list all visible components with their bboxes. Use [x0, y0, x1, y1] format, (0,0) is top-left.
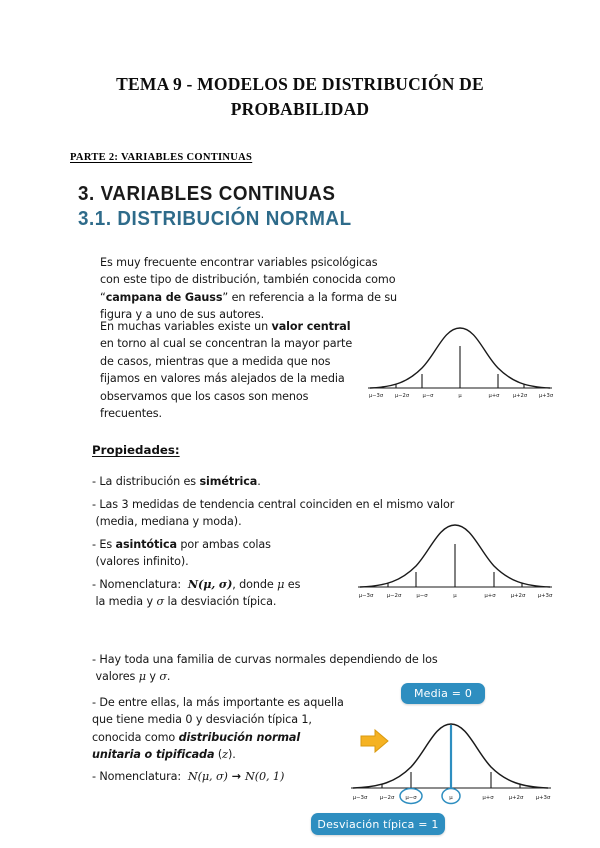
axis-tick-label: μ−3σ — [352, 795, 368, 801]
paragraph-central-value — [100, 318, 355, 423]
property-4-formula: N(μ, σ) — [187, 577, 233, 591]
family-2-emphasis: distribución normal unitaria o tipificada — [92, 730, 301, 762]
axis-tick-label: μ+σ — [488, 393, 500, 399]
family-3-to: N(0, 1) — [245, 770, 285, 783]
property-3-bold: asintótica — [115, 538, 177, 551]
property-3-tail: por ambas colas (valores infinito). — [92, 538, 271, 569]
bell-curve-figure-2 — [356, 512, 554, 608]
axis-tick-label: μ — [449, 795, 453, 801]
axis-tick-label: μ — [458, 393, 462, 399]
axis-tick-label: μ−σ — [405, 795, 417, 801]
property-item-symmetric — [92, 473, 392, 490]
paragraph-intro-part1: Es muy frecuente encontrar variables psicológicas con este tipo de distribución, también conocida como “ — [100, 256, 396, 304]
property-1-tail: . — [257, 475, 261, 488]
callout-desviacion: Desviación típica = 1 — [311, 813, 445, 835]
axis-tick-label: μ+3σ — [537, 593, 553, 599]
axis-tick-label: μ+3σ — [535, 795, 551, 801]
axis-tick-label: μ−σ — [422, 393, 434, 399]
property-3-text: - Es — [92, 538, 116, 551]
property-2-text: - Las 3 medidas de tendencia central coinciden en el mismo valor (media, mediana y moda). — [92, 498, 455, 529]
paragraph-central-part1: En muchas variables existe un — [100, 320, 272, 333]
properties-heading: Propiedades: — [92, 443, 180, 457]
family-2-text: - De entre ellas, la más importante es aquella que tiene media 0 y desviación típica 1, conocida como — [92, 696, 344, 744]
property-4-tail: , donde μ es la media y σ la desviación típica. — [92, 578, 301, 609]
axis-tick-label: μ−2σ — [379, 795, 395, 801]
family-3-label: - Nomenclatura: — [92, 770, 188, 783]
axis-tick-label: μ+3σ — [538, 393, 554, 399]
axis-tick-label: μ−3σ — [358, 593, 374, 599]
paragraph-central-part2: en torno al cual se concentran la mayor parte de casos, mientras que a medida que nos fijamos en valores más alejados de la media observamos que los casos son menos frecuentes. — [100, 337, 353, 421]
property-item-nomenclature — [92, 576, 347, 611]
property-1-bold: simétrica — [199, 475, 258, 488]
family-item-nomenclature — [92, 768, 372, 785]
paragraph-intro-bold: campana de Gauss — [105, 290, 223, 304]
axis-tick-label: μ−2σ — [386, 593, 402, 599]
family-3-from: N(μ, σ) — [187, 770, 228, 783]
axis-tick-label: μ+2σ — [510, 593, 526, 599]
section-heading-3-1: 3.1. DISTRIBUCIÓN NORMAL — [78, 208, 352, 230]
page-title: TEMA 9 - MODELOS DE DISTRIBUCIÓN DE PROBABILIDAD — [116, 74, 484, 120]
property-4-text: - Nomenclatura: — [92, 578, 188, 591]
axis-tick-label: μ+2σ — [508, 795, 524, 801]
paragraph-intro — [100, 254, 400, 324]
bell-curve-figure-1 — [366, 316, 554, 408]
property-1-text: - La distribución es — [92, 475, 200, 488]
family-item-standard — [92, 694, 347, 764]
family-1-text: - Hay toda una familia de curvas normales dependiendo de los valores μ y σ. — [92, 653, 438, 684]
bell-curve-figure-3 — [348, 712, 553, 810]
axis-tick-label: μ — [453, 593, 457, 599]
axis-tick-label: μ+σ — [484, 593, 496, 599]
part-label: PARTE 2: VARIABLES CONTINUAS — [70, 152, 253, 163]
axis-tick-label: μ−3σ — [368, 393, 384, 399]
paragraph-central-bold: valor central — [271, 320, 351, 333]
axis-tick-label: μ+2σ — [512, 393, 528, 399]
axis-tick-label: μ−2σ — [394, 393, 410, 399]
paragraph-intro-part2: ” en referencia a la forma de su figura y a uno de sus autores. — [100, 290, 398, 322]
family-item-curves — [92, 651, 502, 686]
axis-tick-label: μ+σ — [482, 795, 494, 801]
axis-tick-label: μ−σ — [416, 593, 428, 599]
property-item-asymptotic — [92, 536, 342, 571]
family-2-tail: (z). — [214, 748, 236, 762]
section-heading-3: 3. VARIABLES CONTINUAS — [78, 183, 336, 205]
callout-media: Media = 0 — [401, 683, 485, 704]
family-3-arrow: → — [231, 770, 242, 783]
